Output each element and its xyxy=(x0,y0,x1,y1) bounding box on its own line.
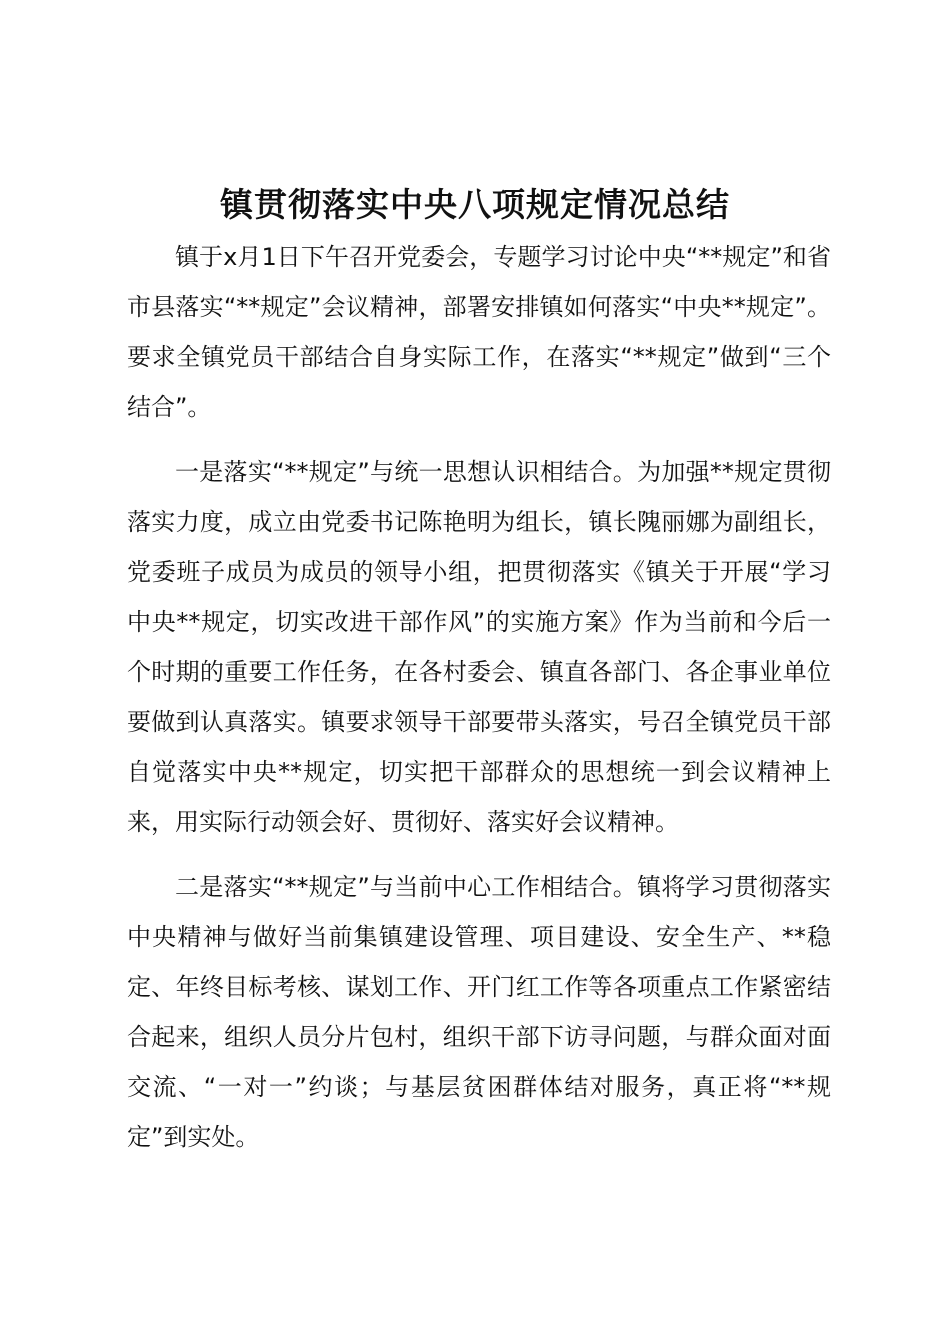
paragraph-intro: 镇于x月1日下午召开党委会，专题学习讨论中央“**规定”和省市县落实“**规定”会议精神，部署安排镇如何落实“中央**规定”。要求全镇党员干部结合自身实际工作，在落实“**规定”做到“三个结合”。 xyxy=(127,243,831,421)
document-title: 镇贯彻落实中央八项规定情况总结 xyxy=(220,185,730,224)
paragraph-second-combination: 二是落实“**规定”与当前中心工作相结合。镇将学习贯彻落实中央精神与做好当前集镇建设管理、项目建设、安全生产、**稳定、年终目标考核、谋划工作、开门红工作等各项重点工作紧密结合起来，组织人员分片包村，组织干部下访寻问题，与群众面对面交流、“一对一”约谈；与基层贫困群体结对服务，真正将“**规定”到实处。 xyxy=(127,873,831,1151)
document-body xyxy=(127,232,831,1177)
paragraph-first-combination: 一是落实“**规定”与统一思想认识相结合。为加强**规定贯彻落实力度，成立由党委书记陈艳明为组长，镇长隗丽娜为副组长，党委班子成员为成员的领导小组，把贯彻落实《镇关于开展“学习中央**规定，切实改进干部作风”的实施方案》作为当前和今后一个时期的重要工作任务，在各村委会、镇直各部门、各企事业单位要做到认真落实。镇要求领导干部要带头落实，号召全镇党员干部自觉落实中央**规定，切实把干部群众的思想统一到会议精神上来，用实际行动领会好、贯彻好、落实好会议精神。 xyxy=(127,458,831,836)
